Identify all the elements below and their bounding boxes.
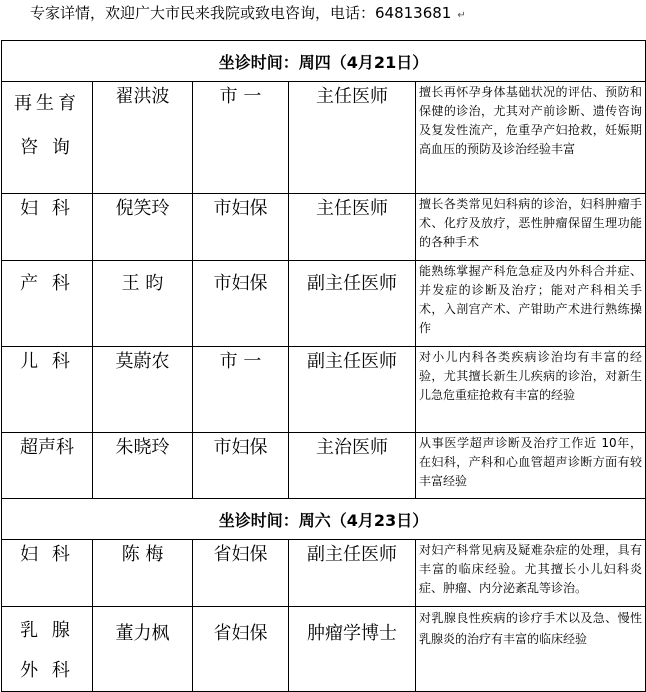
title-cell: 副主任医师 [289, 347, 416, 433]
table-row [2, 540, 646, 607]
doctor-name-cell: 董力枫 [93, 607, 193, 692]
session-header-thursday: 坐诊时间：周四（4月21日） [2, 41, 646, 82]
dept-cell: 儿 科 [2, 347, 93, 433]
dept-cell: 妇 科 [2, 540, 93, 607]
dept-line: 乳 腺 [20, 620, 74, 641]
title-cell: 主任医师 [289, 82, 416, 194]
hospital-cell: 市妇保 [193, 261, 289, 347]
expertise-cell: 对妇产科常见病及疑难杂症的处理，具有丰富的临床经验。尤其擅长小儿妇科炎症、肿瘤、内分泌紊乱等诊治。 [416, 540, 646, 607]
doctor-name-cell: 陈 梅 [93, 540, 193, 607]
hospital-cell: 市妇保 [193, 433, 289, 499]
expertise-cell: 对乳腺良性疾病的诊疗手术以及急、慢性乳腺炎的治疗有丰富的临床经验 [416, 607, 646, 692]
dept-cell [2, 82, 93, 194]
session-header-row [2, 499, 646, 540]
paragraph-mark-icon: ↵ [457, 10, 466, 21]
title-cell: 副主任医师 [289, 540, 416, 607]
table-row [2, 194, 646, 261]
title-cell: 主任医师 [289, 194, 416, 261]
hospital-cell: 市 一 [193, 82, 289, 194]
hospital-cell: 省妇保 [193, 540, 289, 607]
expertise-cell: 能熟练掌握产科危急症及内外科合并症、并发症的诊断及治疗；能对产科相关手术，入剖宫产术、产钳助产术进行熟练操作 [416, 261, 646, 347]
dept-line: 再生育 [14, 93, 80, 114]
title-cell: 副主任医师 [289, 261, 416, 347]
session-header-row [2, 41, 646, 82]
dept-cell: 产 科 [2, 261, 93, 347]
dept-cell [2, 607, 93, 692]
doctor-name-cell: 倪笑玲 [93, 194, 193, 261]
title-cell: 肿瘤学博士 [289, 607, 416, 692]
expertise-cell: 擅长各类常见妇科病的诊治，妇科肿瘤手术、化疗及放疗，恶性肿瘤保留生理功能的各种手术 [416, 194, 646, 261]
expertise-cell: 从事医学超声诊断及治疗工作近 10年，在妇科，产科和心血管超声诊断方面有较丰富经验 [416, 433, 646, 499]
title-cell: 主治医师 [289, 433, 416, 499]
table-row [2, 347, 646, 433]
dept-line: 外 科 [20, 660, 74, 681]
doctor-name-cell: 朱晓玲 [93, 433, 193, 499]
hospital-cell: 市 一 [193, 347, 289, 433]
table-row [2, 261, 646, 347]
session-header-saturday: 坐诊时间：周六（4月23日） [2, 499, 646, 540]
dept-line: 咨 询 [20, 137, 74, 158]
expertise-cell: 对小儿内科各类疾病诊治均有丰富的经验，尤其擅长新生儿疾病的诊治，对新生儿急危重症抢救有丰富的经验 [416, 347, 646, 433]
dept-cell: 超声科 [2, 433, 93, 499]
schedule-table [1, 40, 646, 692]
doctor-name-cell: 翟洪波 [93, 82, 193, 194]
hospital-cell: 省妇保 [193, 607, 289, 692]
hospital-cell: 市妇保 [193, 194, 289, 261]
table-row [2, 433, 646, 499]
table-row [2, 82, 646, 194]
doctor-name-cell: 莫蔚农 [93, 347, 193, 433]
doctor-name-cell: 王 昀 [93, 261, 193, 347]
expertise-cell: 擅长再怀孕身体基础状况的评估、预防和保健的诊治，尤其对产前诊断、遗传咨询及复发性流产，危重孕产妇抢救，妊娠期高血压的预防及诊治经验丰富 [416, 82, 646, 194]
intro-line: 专家详情，欢迎广大市民来我院或致电咨询，电话：64813681 [30, 4, 452, 22]
table-row [2, 607, 646, 692]
intro-text [30, 2, 466, 27]
dept-cell: 妇 科 [2, 194, 93, 261]
